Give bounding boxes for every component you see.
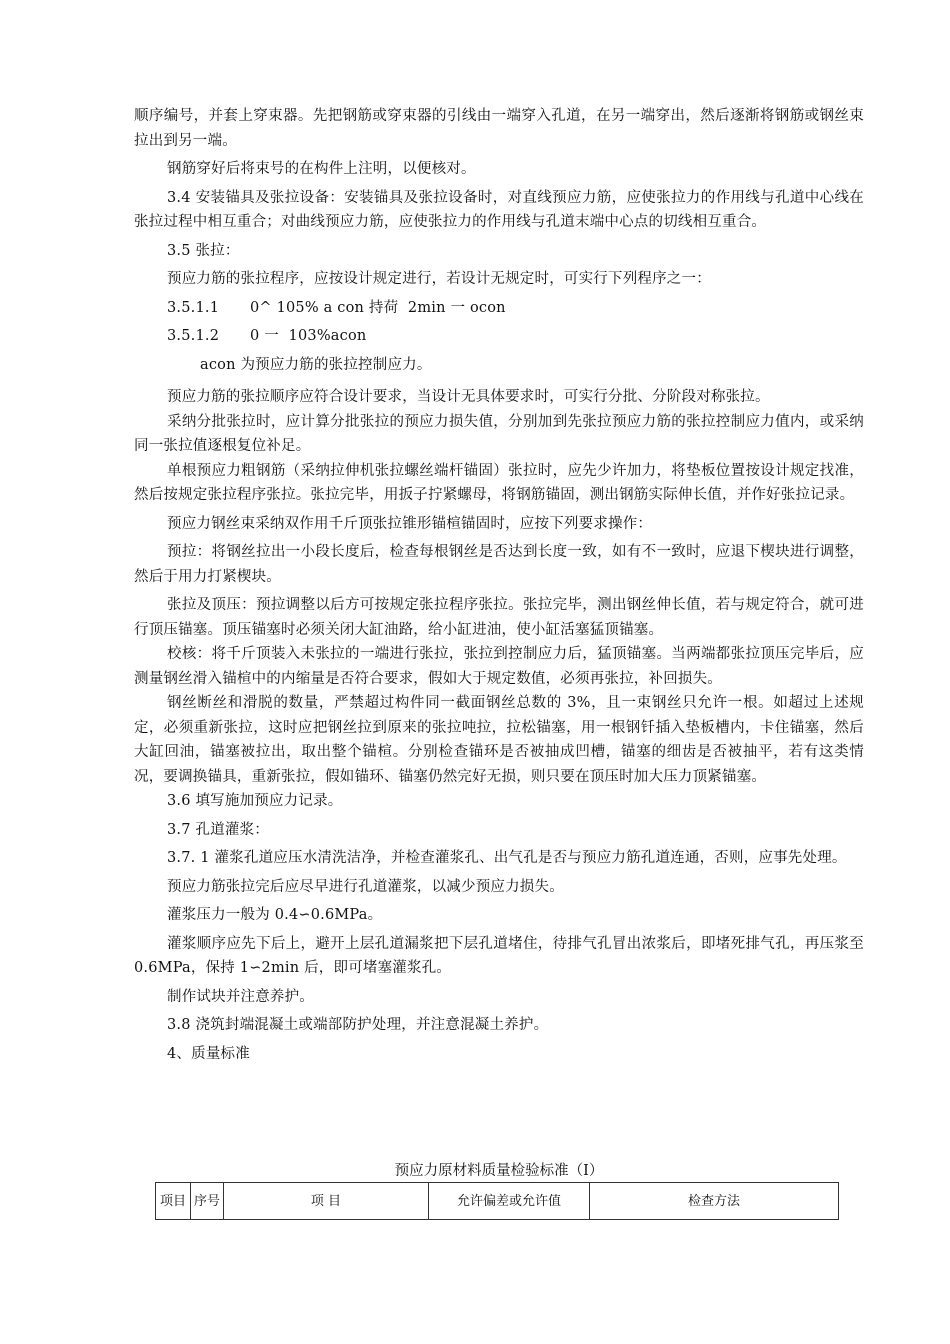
paragraph: 钢筋穿好后将束号的在构件上注明，以便核对。 bbox=[167, 161, 476, 177]
table-title: 预应力原材料质量检验标准（I） bbox=[394, 1163, 604, 1179]
formula-number: 3.5.1.1 bbox=[167, 299, 220, 316]
paragraph: 采纳分批张拉时，应计算分批张拉的预应力损失值，分别加到先张拉预应力筋的张拉控制应力值内，或采纳同一张拉值逐根复位补足。 bbox=[134, 413, 864, 454]
header-inspection-method: 检查方法 bbox=[590, 1183, 839, 1220]
paragraph: 预应力筋张拉完后应尽早进行孔道灌浆，以减少预应力损失。 bbox=[167, 878, 564, 895]
section-3-5-heading: 3.5 张拉： bbox=[167, 242, 240, 259]
paragraph: 制作试块并注意养护。 bbox=[167, 988, 314, 1005]
paragraph: 灌浆顺序应先下后上，避开上层孔道漏浆把下层孔道堵住，待排气孔冒出浓浆后，即堵死排气孔，再压浆至 0.6MPa，保持 1∽2min 后，即可堵塞灌浆孔。 bbox=[134, 935, 864, 976]
paragraph: 预应力筋的张拉顺序应符合设计要求，当设计无具体要求时，可实行分批、分阶段对称张拉。 bbox=[167, 389, 770, 405]
section-3-4: 3.4 安装锚具及张拉设备：安装锚具及张拉设备时，对直线预应力筋，应使张拉力的作用线与孔道中心线在张拉过程中相互重合；对曲线预应力筋，应使张拉力的作用线与孔道末端中心点的切线相互重合。 bbox=[134, 189, 864, 230]
paragraph: 预拉：将钢丝拉出一小段长度后，检查每根钢丝是否达到长度一致，如有不一致时，应退下楔块进行调整，然后于用力打紧楔块。 bbox=[134, 544, 864, 585]
quality-standard-table bbox=[155, 1182, 839, 1220]
section-3-8: 3.8 浇筑封端混凝土或端部防护处理，并注意混凝土养护。 bbox=[167, 1017, 549, 1033]
formula-3-5-1-2 bbox=[134, 324, 864, 349]
paragraph: 顺序编号，并套上穿束器。先把钢筋或穿束器的引线由一端穿入孔道，在另一端穿出，然后逐渐将钢筋或钢丝束拉出到另一端。 bbox=[134, 108, 864, 149]
table-header-row bbox=[156, 1183, 839, 1220]
paragraph: 校核：将千斤顶装入未张拉的一端进行张拉，张拉到控制应力后，猛顶锚塞。当两端都张拉顶压完毕后，应测量钢丝滑入锚楦中的内缩量是否符合要求，假如大于规定数值，必须再张拉，补回损失。 bbox=[134, 646, 864, 687]
header-tolerance: 允许偏差或允许值 bbox=[429, 1183, 590, 1220]
header-category: 项目 bbox=[156, 1183, 191, 1220]
paragraph: 钢丝断丝和滑脱的数量，严禁超过构件同一截面钢丝总数的 3%，且一束钢丝只允许一根。如超过上述规定，必须重新张拉，这时应把钢丝拉到原来的张拉吨拉，拉松锚塞，用一根钢钎插入垫板槽内，卡住锚塞，然后大缸回油，锚塞被拉出，取出整个锚楦。分别检查锚环是否被抽成凹槽，锚塞的细齿是否被抽平，若有这类情况，要调换锚具，重新张拉，假如锚环、锚塞仍然完好无损，则只要在顶压时加大压力顶紧锚塞。 bbox=[134, 695, 864, 785]
paragraph: 单根预应力粗钢筋（采纳拉伸机张拉螺丝端杆锚固）张拉时，应先少许加力，将垫板位置按设计规定找准，然后按规定张拉程序张拉。张拉完毕，用扳子拧紧螺母，将钢筋锚固，测出钢筋实际伸长值，并作好张拉记录。 bbox=[134, 462, 864, 503]
paragraph: 灌浆压力一般为 0.4∽0.6MPa。 bbox=[167, 907, 383, 923]
section-3-6: 3.6 填写施加预应力记录。 bbox=[167, 793, 343, 809]
section-3-7-heading: 3.7 孔道灌浆： bbox=[167, 821, 269, 838]
formula-text: 0 一 103%acon bbox=[250, 328, 367, 344]
formula-3-5-1-1 bbox=[134, 296, 864, 321]
section-3-7-1: 3.7. 1 灌浆孔道应压水清洗洁净，并检查灌浆孔、出气孔是否与预应力筋孔道连通，否则，应事先处理。 bbox=[167, 850, 847, 866]
section-4-heading: 4、质量标准 bbox=[167, 1045, 250, 1062]
paragraph: 预应力筋的张拉程序，应按设计规定进行，若设计无规定时，可实行下列程序之一： bbox=[167, 271, 711, 287]
formula-number: 3.5.1.2 bbox=[167, 328, 220, 344]
paragraph: 张拉及顶压：预拉调整以后方可按规定张拉程序张拉。张拉完毕，测出钢丝伸长值，若与规定符合，就可进行顶压锚塞。顶压锚塞时必须关闭大缸油路，给小缸进油，使小缸活塞猛顶锚塞。 bbox=[134, 597, 864, 638]
paragraph: 预应力钢丝束采纳双作用千斤顶张拉锥形锚楦锚固时，应按下列要求操作： bbox=[167, 515, 653, 532]
formula-text: 0^ 105% a con 持荷 2min 一 ocon bbox=[250, 299, 506, 316]
formula-note: acon 为预应力筋的张拉控制应力。 bbox=[200, 356, 432, 373]
header-item: 项 目 bbox=[224, 1183, 429, 1220]
header-serial: 序号 bbox=[191, 1183, 224, 1220]
document-body bbox=[134, 104, 864, 1066]
